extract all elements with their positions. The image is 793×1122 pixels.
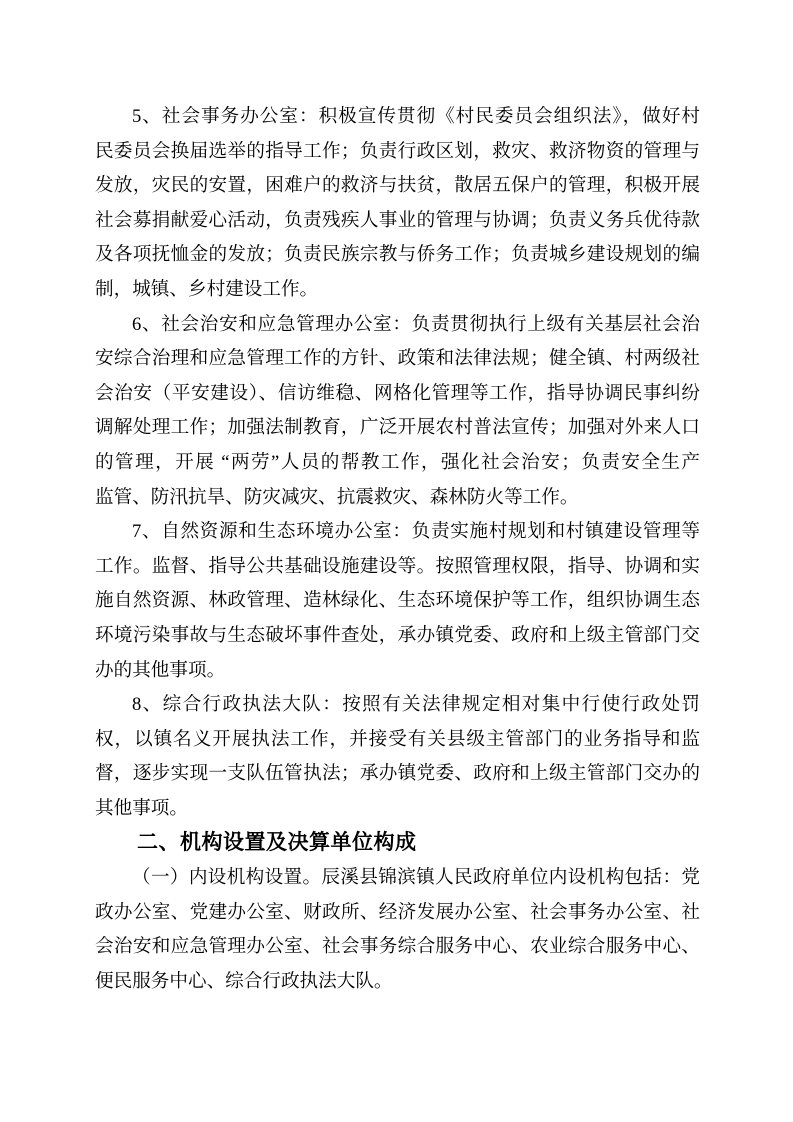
document-line: 监管、防汛抗旱、防灾减灾、抗震救灾、森林防火等工作。 [95,486,579,508]
document-line: 安综合治理和应急管理工作的方针、政策和法律法规；健全镇、村两级社 [95,348,700,370]
document-line: 会治安和应急管理办公室、社会事务综合服务中心、农业综合服务中心、 [95,936,700,958]
document-line: 8、综合行政执法大队：按照有关法律规定相对集中行使行政处罚 [132,694,700,716]
document-line: 会治安（平安建设）、信访维稳、网格化管理等工作，指导协调民事纠纷 [95,382,700,404]
document-line: 的管理，开展 “两劳”人员的帮教工作，强化社会治安；负责安全生产 [95,451,700,473]
document-line: 便民服务中心、综合行政执法大队。 [95,970,393,992]
document-line: 施自然资源、林政管理、造林绿化、生态环境保护等工作，组织协调生态 [95,590,700,612]
document-line: 6、社会治安和应急管理办公室：负责贯彻执行上级有关基层社会治 [132,313,700,335]
document-line: 7、自然资源和生态环境办公室：负责实施村规划和村镇建设管理等 [132,521,700,543]
document-line: 调解处理工作；加强法制教育，广泛开展农村普法宣传；加强对外来人口 [95,417,700,439]
document-line: 工作。监督、指导公共基础设施建设等。按照管理权限，指导、协调和实 [95,555,700,577]
document-line: 环境污染事故与生态破坏事件查处，承办镇党委、政府和上级主管部门交 [95,624,700,646]
document-body [95,100,700,999]
document-line: 民委员会换届选举的指导工作；负责行政区划，救灾、救济物资的管理与 [95,140,700,162]
document-line: 政办公室、党建办公室、财政所、经济发展办公室、社会事务办公室、社 [95,901,700,923]
document-line: 社会募捐献爱心活动，负责残疾人事业的管理与协调；负责义务兵优待款 [95,209,700,231]
section-heading: 二、机构设置及决算单位构成 [137,831,417,855]
document-line: 5、社会事务办公室：积极宣传贯彻《村民委员会组织法》，做好村 [132,106,700,127]
document-line: （一）内设机构设置。辰溪县锦滨镇人民政府单位内设机构包括：党 [132,867,700,889]
document-line: 权，以镇名义开展执法工作，并接受有关县级主管部门的业务指导和监 [95,728,700,750]
document-line: 督，逐步实现一支队伍管执法；承办镇党委、政府和上级主管部门交办的 [95,763,700,785]
document-line: 及各项抚恤金的发放；负责民族宗教与侨务工作；负责城乡建设规划的编 [95,244,700,266]
document-line: 发放，灾民的安置，困难户的救济与扶贫，散居五保户的管理，积极开展 [95,175,700,197]
document-line: 其他事项。 [95,797,188,819]
document-line: 办的其他事项。 [95,659,226,681]
document-line: 制，城镇、乡村建设工作。 [95,278,319,300]
